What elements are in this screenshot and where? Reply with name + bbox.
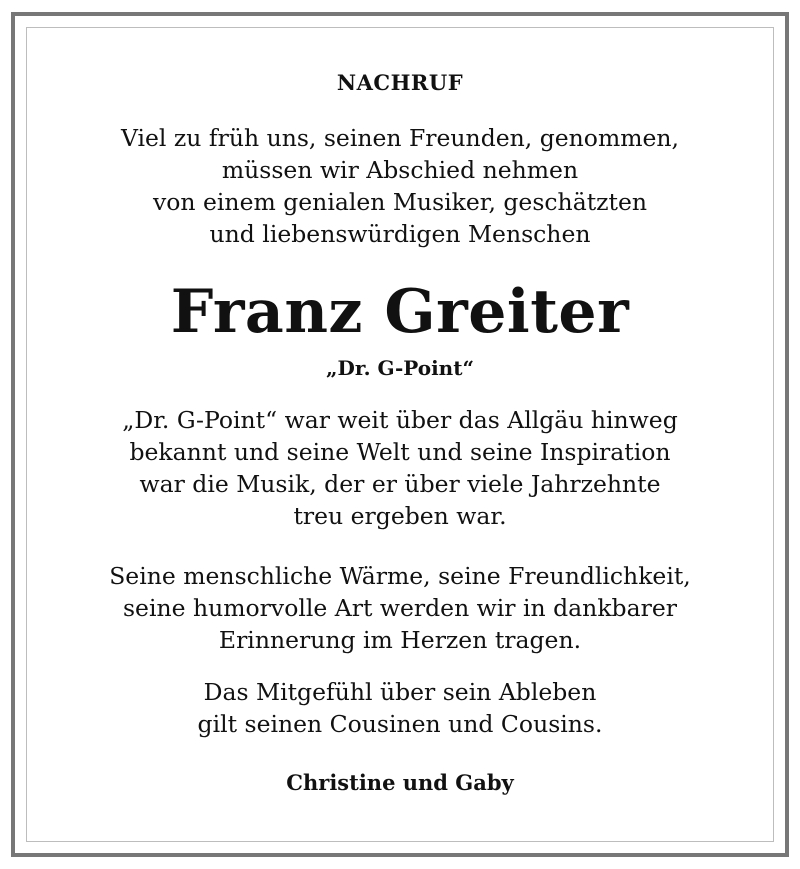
signature: Christine und Gaby xyxy=(286,770,514,795)
memory-paragraph xyxy=(0,560,800,656)
tribute-line: war die Musik, der er über viele Jahrzehnte xyxy=(139,470,661,498)
intro-line: Viel zu früh uns, seinen Freunden, genommen, xyxy=(120,124,680,152)
memory-line: seine humorvolle Art werden wir in dankbarer xyxy=(122,594,677,622)
memory-line: Seine menschliche Wärme, seine Freundlichkeit, xyxy=(109,562,691,590)
intro-line: und liebenswürdigen Menschen xyxy=(209,220,591,248)
memory-line: Erinnerung im Herzen tragen. xyxy=(218,626,582,654)
tribute-line: „Dr. G-Point“ war weit über das Allgäu hinweg xyxy=(122,406,678,434)
condolence-line: Das Mitgefühl über sein Ableben xyxy=(203,678,597,706)
deceased-name: Franz Greiter xyxy=(170,277,630,347)
notice-heading: NACHRUF xyxy=(336,70,464,95)
condolence-paragraph xyxy=(0,676,800,740)
deceased-nickname: „Dr. G-Point“ xyxy=(326,356,474,380)
tribute-line: bekannt und seine Welt und seine Inspiration xyxy=(129,438,671,466)
intro-line: müssen wir Abschied nehmen xyxy=(221,156,579,184)
tribute-paragraph xyxy=(0,404,800,532)
tribute-line: treu ergeben war. xyxy=(293,502,507,530)
condolence-line: gilt seinen Cousinen und Cousins. xyxy=(197,710,603,738)
intro-paragraph xyxy=(0,122,800,250)
intro-line: von einem genialen Musiker, geschätzten xyxy=(152,188,648,216)
